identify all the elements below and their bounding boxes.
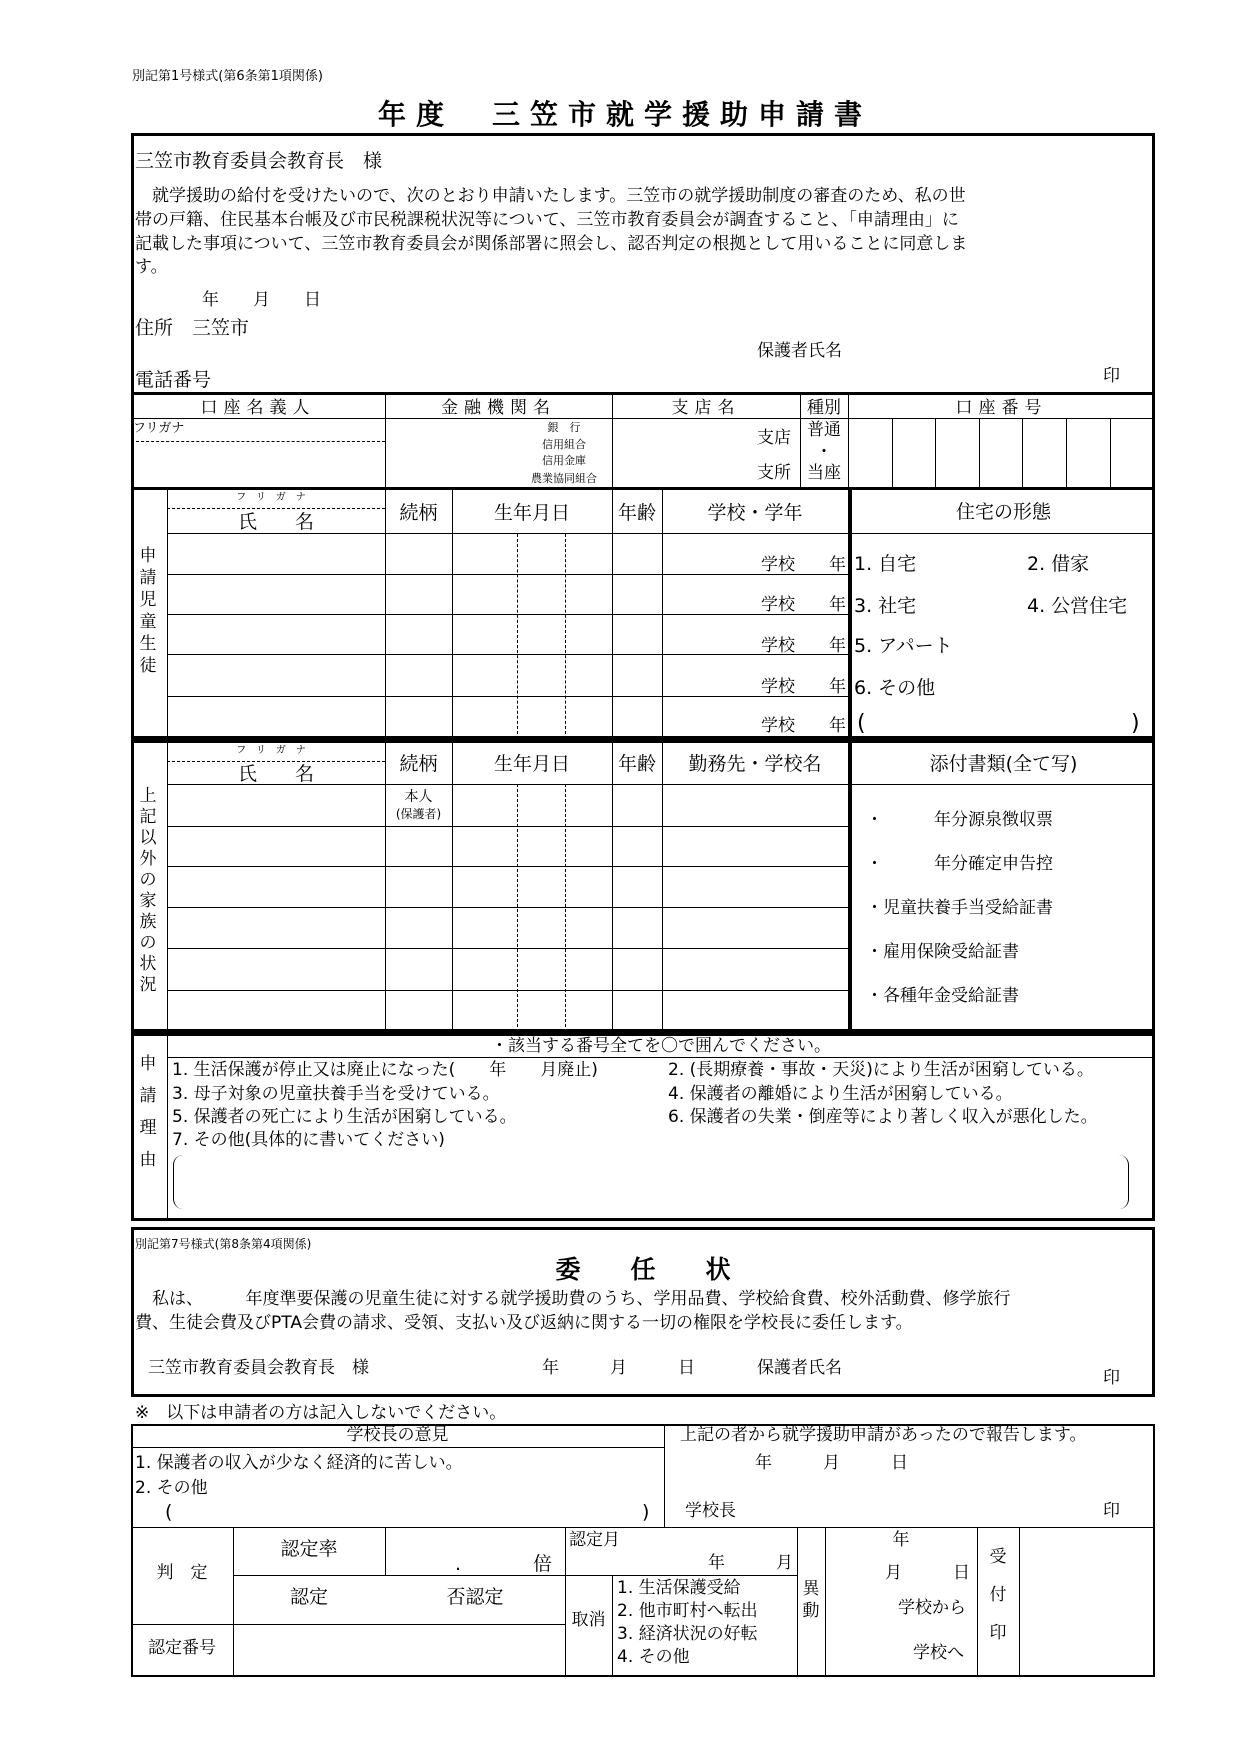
guardian-name-field[interactable] [860, 336, 1100, 366]
branch-shisho: 支所 [757, 463, 791, 483]
cancel-reason[interactable]: 3. 経済状況の好転 [617, 1624, 758, 1644]
cert-rate-unit: 倍 [533, 1553, 553, 1575]
receipt-seal-label: 受付印 [989, 1547, 1007, 1643]
from-school-label: 学校から [898, 1598, 966, 1618]
attached-doc: ・ 年分確定申告控 [866, 854, 1053, 874]
inst-shinkumi: 信用組合 [542, 438, 586, 451]
attached-doc: ・ 年分源泉徴収票 [866, 810, 1053, 830]
school-grade-cell[interactable]: 学校 年 [761, 716, 846, 736]
type-dot: ・ [815, 442, 833, 462]
school-grade-cell[interactable]: 学校 年 [761, 636, 846, 656]
family-col-relation: 続柄 [399, 753, 438, 775]
proxy-form-reference: 別記第7号様式(第8条第4項関係) [135, 1237, 312, 1251]
proxy-guardian-field[interactable] [860, 1353, 1100, 1383]
cert-month-field[interactable]: 年 月 [708, 1553, 793, 1573]
paren-close: ) [1131, 711, 1140, 736]
school-grade-cell[interactable]: 学校 年 [761, 595, 846, 615]
housing-option[interactable]: 5. アパート [854, 635, 953, 657]
consent-text-line2: 帯の戸籍、住民基本台帳及び市民税課税状況等について、三笠市教育委員会が調査すること、「申請理由」に [135, 210, 959, 230]
proxy-guardian-label: 保護者氏名 [757, 1358, 842, 1378]
children-col-birth: 生年月日 [493, 502, 570, 524]
inst-shinkin: 信用金庫 [542, 454, 586, 467]
opinion-paren-open: ( [165, 1501, 173, 1523]
self-label: 本人 [404, 789, 433, 805]
children-side-label: 申請児童生徒 [139, 546, 157, 676]
cancel-reason[interactable]: 4. その他 [617, 1647, 690, 1667]
family-col-name: 氏 名 [237, 763, 314, 785]
type-futsu: 普通 [807, 420, 841, 440]
reason-other-field[interactable] [173, 1155, 1129, 1209]
principal-opinion-option[interactable]: 1. 保護者の収入が少なく経済的に苦しい。 [135, 1453, 463, 1473]
school-grade-cell[interactable]: 学校 年 [761, 555, 846, 575]
cancel-label: 取消 [571, 1610, 606, 1630]
paren-open: ( [857, 711, 866, 736]
consent-text-line3: 記載した事項について、三笠市教育委員会が関係部署に照会し、認否判定の根拠として用いることに同意しま [135, 234, 968, 254]
change-month-day[interactable]: 月 日 [885, 1563, 970, 1583]
attached-doc: ・各種年金受給証書 [866, 986, 1019, 1006]
col-account-type: 種別 [807, 398, 841, 418]
office-note: ※ 以下は申請者の方は記入しないでください。 [135, 1403, 507, 1423]
account-holder-field[interactable] [131, 442, 385, 490]
housing-option[interactable]: 2. 借家 [1027, 553, 1090, 575]
judgment-label: 判 定 [156, 1563, 208, 1583]
change-year[interactable]: 年 [892, 1530, 910, 1550]
attached-doc: ・雇用保険受給証書 [866, 942, 1019, 962]
inst-ja: 農業協同組合 [531, 472, 597, 485]
proxy-addressee: 三笠市教育委員会教育長 様 [148, 1358, 369, 1378]
family-col-work: 勤務先・学校名 [688, 753, 822, 775]
reason-side-label: 申請理由 [139, 1054, 157, 1170]
housing-option[interactable]: 3. 社宅 [854, 595, 917, 617]
reason-instruction: ・該当する番号全てを〇で囲んでください。 [491, 1036, 831, 1056]
principal-opinion-title: 学校長の意見 [346, 1425, 449, 1445]
cert-number-label: 認定番号 [148, 1638, 216, 1658]
cancel-reason[interactable]: 2. 他市町村へ転出 [617, 1601, 758, 1621]
report-date[interactable]: 年 月 日 [755, 1453, 908, 1473]
address-label: 住所 三笠市 [135, 317, 250, 339]
children-furigana: フリガナ [236, 492, 316, 503]
col-account-holder: 口座名義人 [200, 398, 316, 418]
family-furigana: フリガナ [236, 745, 316, 756]
principal-opinion-option[interactable]: 2. その他 [135, 1478, 208, 1498]
reason-option[interactable]: 2. (長期療養・事故・天災)により生活が困窮している。 [668, 1060, 1094, 1080]
principal-label: 学校長 [685, 1501, 736, 1521]
guardian-name-label: 保護者氏名 [757, 341, 842, 361]
reason-option[interactable]: 7. その他(具体的に書いてください) [172, 1130, 445, 1150]
housing-option[interactable]: 4. 公営住宅 [1027, 595, 1128, 617]
family-col-age: 年齢 [617, 753, 656, 775]
reason-option[interactable]: 1. 生活保護が停止又は廃止になった( 年 月廃止) [172, 1060, 598, 1080]
cert-rate-label: 認定率 [280, 1538, 338, 1560]
form-reference: 別記第1号様式(第6条第1項関係) [132, 69, 323, 84]
self-sub-label: (保護者) [395, 807, 442, 821]
proxy-text-line1: 私は、 年度準要保護の児童生徒に対する就学援助費のうち、学用品費、学校給食費、校外活動費、修学旅行 [135, 1289, 1011, 1309]
branch-shiten: 支店 [757, 428, 791, 448]
reason-option[interactable]: 3. 母子対象の児童扶養手当を受けている。 [172, 1084, 500, 1104]
housing-option[interactable]: 6. その他 [854, 677, 936, 699]
denied-option[interactable]: 否認定 [446, 1586, 504, 1608]
attached-doc: ・児童扶養手当受給証書 [866, 898, 1053, 918]
phone-label: 電話番号 [135, 369, 212, 391]
application-date[interactable]: 年 月 日 [202, 290, 321, 310]
type-toza: 当座 [807, 463, 841, 483]
children-col-name: 氏 名 [237, 511, 314, 533]
cert-rate-field[interactable] [385, 1530, 525, 1575]
proxy-title: 委 任 状 [555, 1255, 731, 1284]
approved-option[interactable]: 認定 [289, 1586, 328, 1608]
to-school-label: 学校へ [913, 1643, 964, 1663]
page-title: 年度 三笠市就学援助申請書 [378, 98, 873, 131]
reason-option[interactable]: 6. 保護者の失業・倒産等により著しく収入が悪化した。 [668, 1107, 1098, 1127]
opinion-paren-close: ) [642, 1501, 650, 1523]
school-grade-cell[interactable]: 学校 年 [761, 677, 846, 697]
children-col-age: 年齢 [617, 502, 656, 524]
family-side-label: 上記以外の家族の状況 [139, 786, 157, 995]
consent-text-line1: 就学援助の給付を受けたいので、次のとおり申請いたします。三笠市の就学援助制度の審査のため、私の世 [135, 186, 966, 206]
report-text: 上記の者から就学援助申請があったので報告します。 [680, 1425, 1087, 1445]
furigana-label: フリガナ [133, 421, 185, 436]
inst-bank: 銀 行 [547, 421, 581, 434]
proxy-date[interactable]: 年 月 日 [542, 1358, 695, 1378]
children-col-school: 学校・学年 [707, 502, 803, 524]
cert-month-label: 認定月 [569, 1530, 620, 1550]
principal-other-field[interactable] [180, 1500, 635, 1525]
col-branch: 支店名 [671, 398, 741, 418]
col-account-number: 口座番号 [955, 398, 1048, 418]
cert-number-field[interactable] [233, 1626, 563, 1676]
change-label: 異動 [802, 1579, 820, 1621]
cert-rate-dot: . [455, 1553, 462, 1575]
seal-mark: 印 [1103, 366, 1120, 386]
cancel-reason[interactable]: 1. 生活保護受給 [617, 1578, 741, 1598]
children-col-relation: 続柄 [399, 502, 438, 524]
proxy-text-line2: 費、生徒会費及びPTA会費の請求、受領、支払い及び返納に関する一切の権限を学校長に委任します。 [135, 1313, 913, 1333]
family-col-birth: 生年月日 [493, 753, 570, 775]
housing-title: 住宅の形態 [955, 501, 1051, 523]
docs-title: 添付書類(全て写) [929, 753, 1078, 775]
consent-text-line4: す。 [135, 257, 168, 277]
col-institution: 金融機関名 [441, 398, 556, 418]
reason-option[interactable]: 4. 保護者の離婚により生活が困窮している。 [668, 1084, 1013, 1104]
principal-seal: 印 [1103, 1501, 1120, 1521]
housing-option[interactable]: 1. 自宅 [854, 553, 917, 575]
addressee: 三笠市教育委員会教育長 様 [135, 150, 383, 172]
proxy-seal-mark: 印 [1103, 1368, 1120, 1388]
reason-option[interactable]: 5. 保護者の死亡により生活が困窮している。 [172, 1107, 517, 1127]
